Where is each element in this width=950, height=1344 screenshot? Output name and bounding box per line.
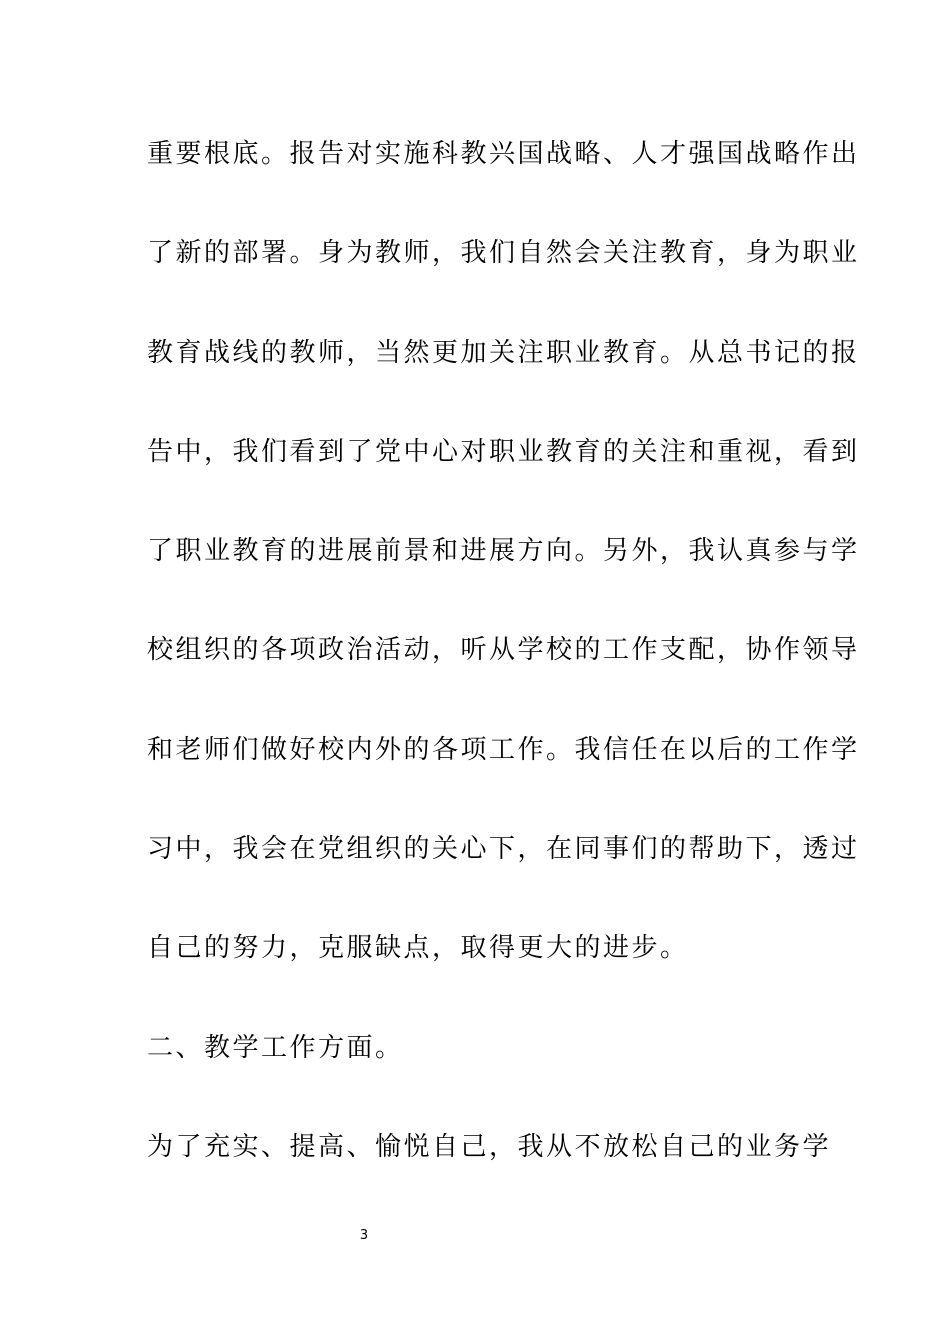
page-number: 3 — [359, 1228, 369, 1243]
paragraph-line-8: 习中，我会在党组织的关心下，在同事们的帮助下，透过 — [147, 834, 860, 864]
paragraph-line-4: 告中，我们看到了党中心对职业教育的关注和重视，看到 — [147, 437, 860, 467]
paragraph-line-6: 校组织的各项政治活动，听从学校的工作支配，协作领导 — [147, 635, 860, 665]
section-heading: 二、教学工作方面。 — [147, 1033, 404, 1063]
next-paragraph-line: 为了充实、提高、愉悦自己，我从不放松自己的业务学 — [147, 1132, 832, 1162]
paragraph-line-2: 了新的部署。身为教师，我们自然会关注教育，身为职业 — [147, 238, 860, 268]
paragraph-line-3: 教育战线的教师，当然更加关注职业教育。从总书记的报 — [147, 338, 860, 368]
paragraph-line-5: 了职业教育的进展前景和进展方向。另外，我认真参与学 — [147, 536, 860, 566]
paragraph-line-9: 自己的努力，克服缺点，取得更大的进步。 — [147, 933, 689, 963]
paragraph-line-1: 重要根底。报告对实施科教兴国战略、人才强国战略作出 — [147, 139, 860, 169]
paragraph-line-7: 和老师们做好校内外的各项工作。我信任在以后的工作学 — [147, 735, 860, 765]
